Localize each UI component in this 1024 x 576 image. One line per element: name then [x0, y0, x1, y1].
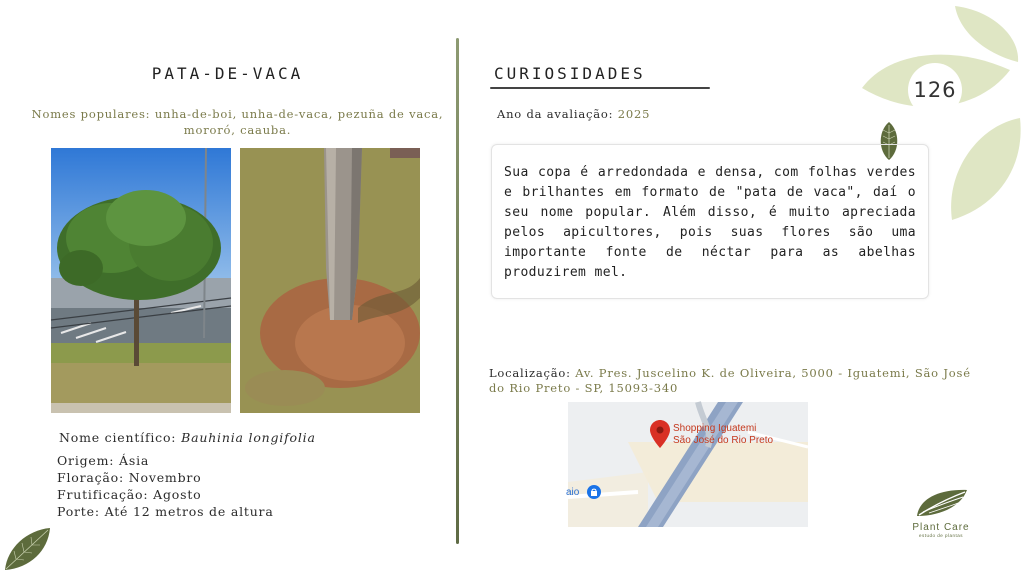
location-label: Localização: [489, 366, 571, 380]
scientific-name [59, 429, 316, 446]
shopping-bag-icon [587, 485, 601, 499]
plant-details [57, 452, 274, 520]
size: Porte: Até 12 metros de altura [57, 504, 274, 519]
location [489, 366, 979, 396]
tree-photo [51, 148, 231, 413]
logo-tagline: estudo de plantas [918, 533, 964, 538]
popular-names [30, 106, 445, 138]
fruiting: Frutificação: Agosto [57, 487, 202, 502]
curiosity-card [491, 144, 929, 299]
plant-care-logo [900, 486, 982, 539]
location-value: Av. Pres. Juscelino K. de Oliveira, 5000 - Iguatemi, São José do Rio Preto - SP, 15093-340 [489, 366, 971, 395]
logo-name: Plant Care [912, 522, 970, 533]
curiosities-title: CURIOSIDADES [494, 64, 646, 83]
flowering: Floração: Novembro [57, 470, 202, 485]
title-underline [490, 87, 710, 89]
evaluation-year-label: Ano da avaliação: [497, 107, 614, 121]
column-divider [456, 38, 459, 544]
plant-title: PATA-DE-VACA [151, 64, 304, 83]
curiosity-text: Sua copa é arredondada e densa, com folhas verdes e brilhantes em formato de "pata de vaca", daí o seu nome popular. Além disso, é muito apreciada pelos apicultores, pois suas flores são uma importante fonte de néctar para as abelhas produzirem mel. [504, 165, 916, 280]
corner-leaf-icon [2, 526, 52, 572]
logo-leaf-icon [913, 486, 969, 518]
map-pin-icon[interactable] [650, 420, 670, 448]
origin: Origem: Ásia [57, 453, 150, 468]
evaluation-year-value: 2025 [617, 107, 651, 121]
map-edge-label: aio [566, 487, 580, 498]
trunk-photo [240, 148, 420, 413]
map-place-line1: Shopping Iguatemi [673, 423, 757, 434]
page-number: 126 [913, 78, 957, 102]
scientific-name-label: Nome científico: [59, 430, 177, 445]
page-number-badge [908, 63, 962, 117]
evaluation-year [497, 107, 650, 121]
scientific-name-value: Bauhinia longifolia [181, 430, 316, 445]
map-place-line2: São José do Rio Preto [673, 435, 774, 446]
popular-names-value: unha-de-boi, unha-de-vaca, pezuña de vaca, mororó, caauba. [154, 107, 444, 137]
map-place-label [673, 423, 773, 447]
location-map[interactable] [568, 402, 808, 527]
popular-names-label: Nomes populares: [31, 107, 151, 121]
